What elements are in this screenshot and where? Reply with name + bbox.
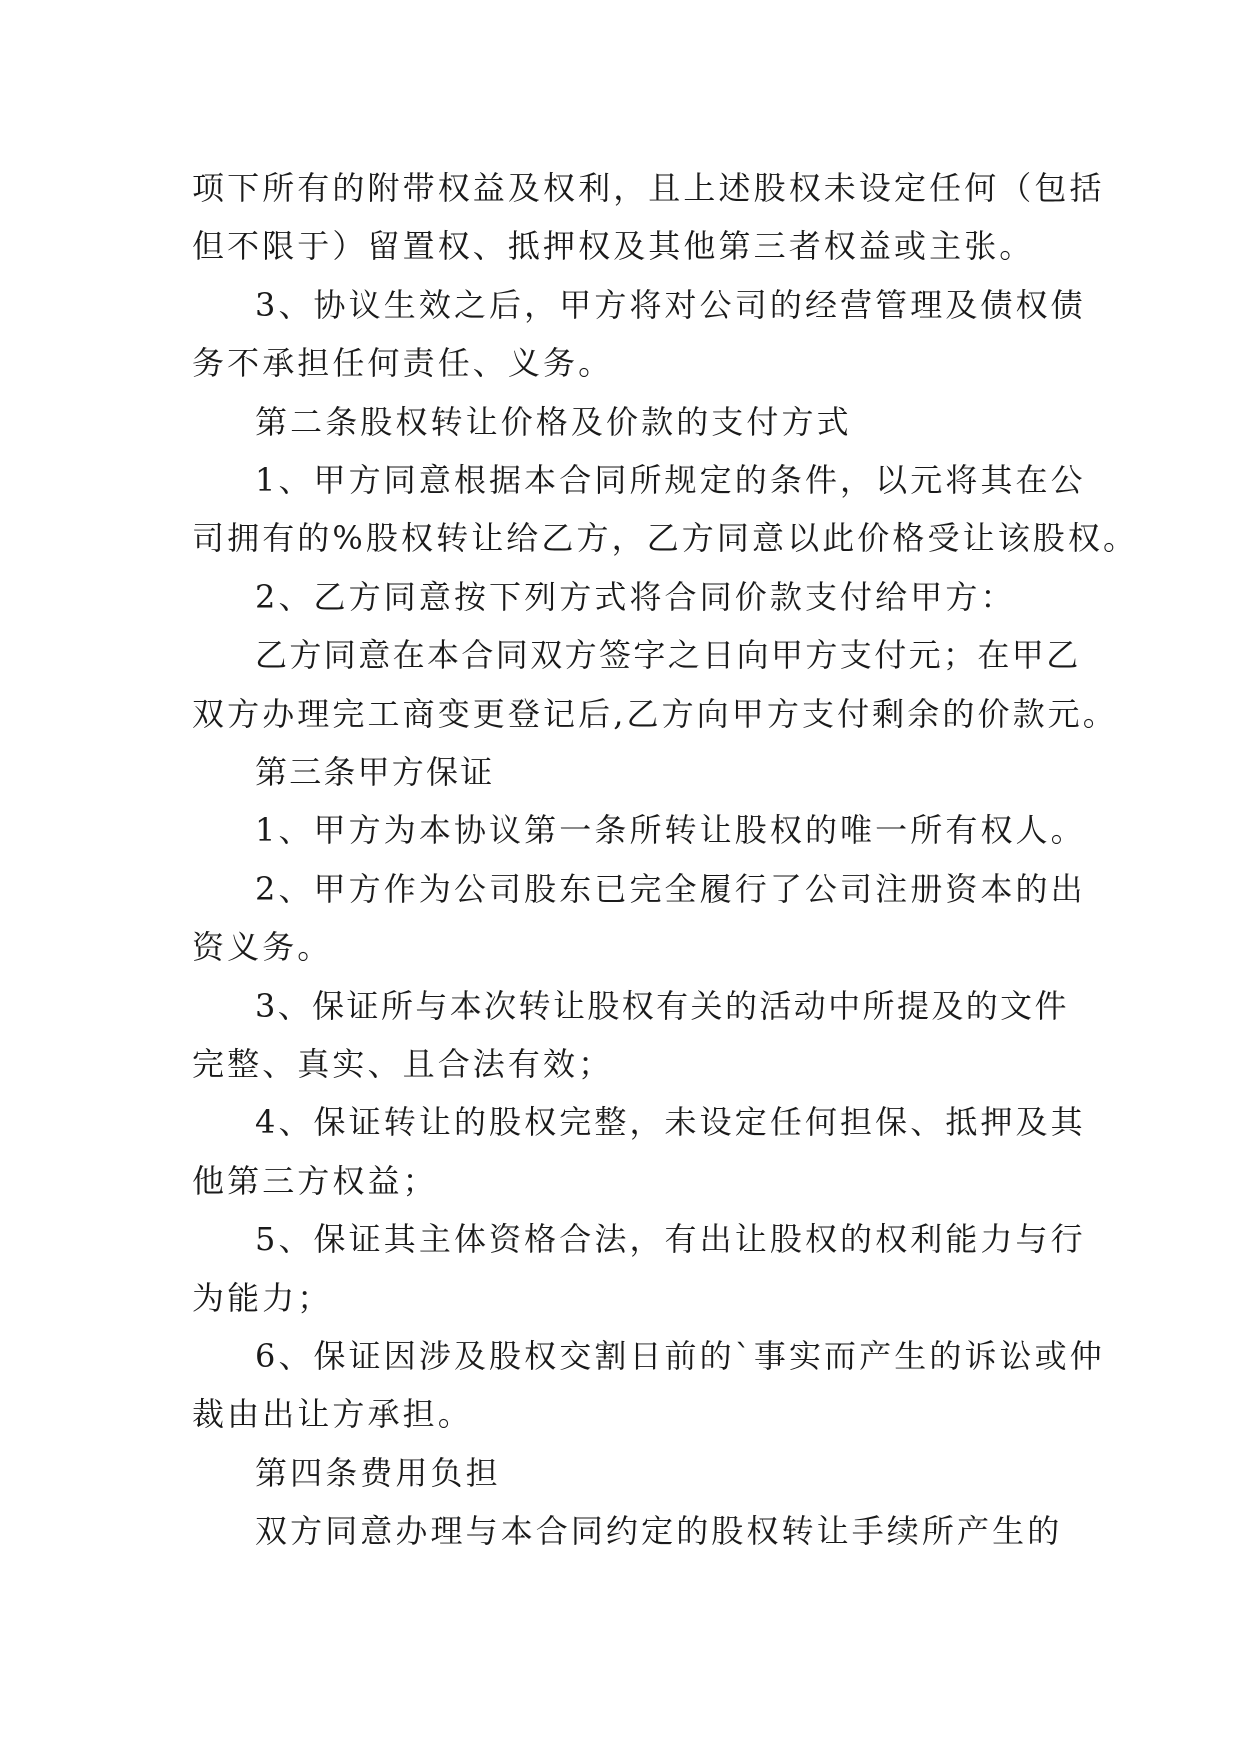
- text-line: 他第三方权益；: [192, 1162, 438, 1200]
- clause-paragraph: 2、乙方同意按下列方式将合同价款支付给甲方：: [255, 578, 1016, 616]
- clause-paragraph: 6、保证因涉及股权交割日前的`事实而产生的诉讼或仲: [255, 1337, 1105, 1375]
- clause-paragraph: 1、甲方为本协议第一条所转让股权的唯一所有权人。: [255, 811, 1086, 849]
- text-line: 资义务。: [192, 928, 333, 966]
- clause-paragraph: 乙方同意在本合同双方签字之日向甲方支付元；在甲乙: [255, 636, 1081, 674]
- clause-paragraph: 双方同意办理与本合同约定的股权转让手续所产生的: [255, 1512, 1063, 1550]
- clause-paragraph: 1、甲方同意根据本合同所规定的条件，以元将其在公: [255, 461, 1086, 499]
- text-line: 项下所有的附带权益及权利，且上述股权未设定任何（包括: [192, 169, 1105, 207]
- clause-paragraph: 2、甲方作为公司股东已完全履行了公司注册资本的出: [255, 870, 1086, 908]
- clause-paragraph: 3、协议生效之后，甲方将对公司的经营管理及债权债: [255, 286, 1086, 324]
- text-line: 司拥有的%股权转让给乙方，乙方同意以此价格受让该股权。: [192, 519, 1139, 557]
- text-line: 完整、真实、且合法有效；: [192, 1045, 614, 1083]
- article-heading: 第三条甲方保证: [255, 753, 495, 791]
- text-line: 裁由出让方承担。: [192, 1395, 473, 1433]
- article-heading: 第四条费用负担: [255, 1454, 501, 1492]
- text-line: 务不承担任何责任、义务。: [192, 344, 614, 382]
- clause-paragraph: 4、保证转让的股权完整，未设定任何担保、抵押及其: [255, 1103, 1086, 1141]
- clause-paragraph: 3、保证所与本次转让股权有关的活动中所提及的文件: [255, 987, 1069, 1025]
- article-heading: 第二条股权转让价格及价款的支付方式: [255, 403, 852, 441]
- text-line: 但不限于）留置权、抵押权及其他第三者权益或主张。: [192, 227, 1035, 265]
- text-line: 双方办理完工商变更登记后,乙方向甲方支付剩余的价款元。: [192, 695, 1118, 733]
- clause-paragraph: 5、保证其主体资格合法，有出让股权的权利能力与行: [255, 1220, 1086, 1258]
- text-line: 为能力；: [192, 1279, 333, 1317]
